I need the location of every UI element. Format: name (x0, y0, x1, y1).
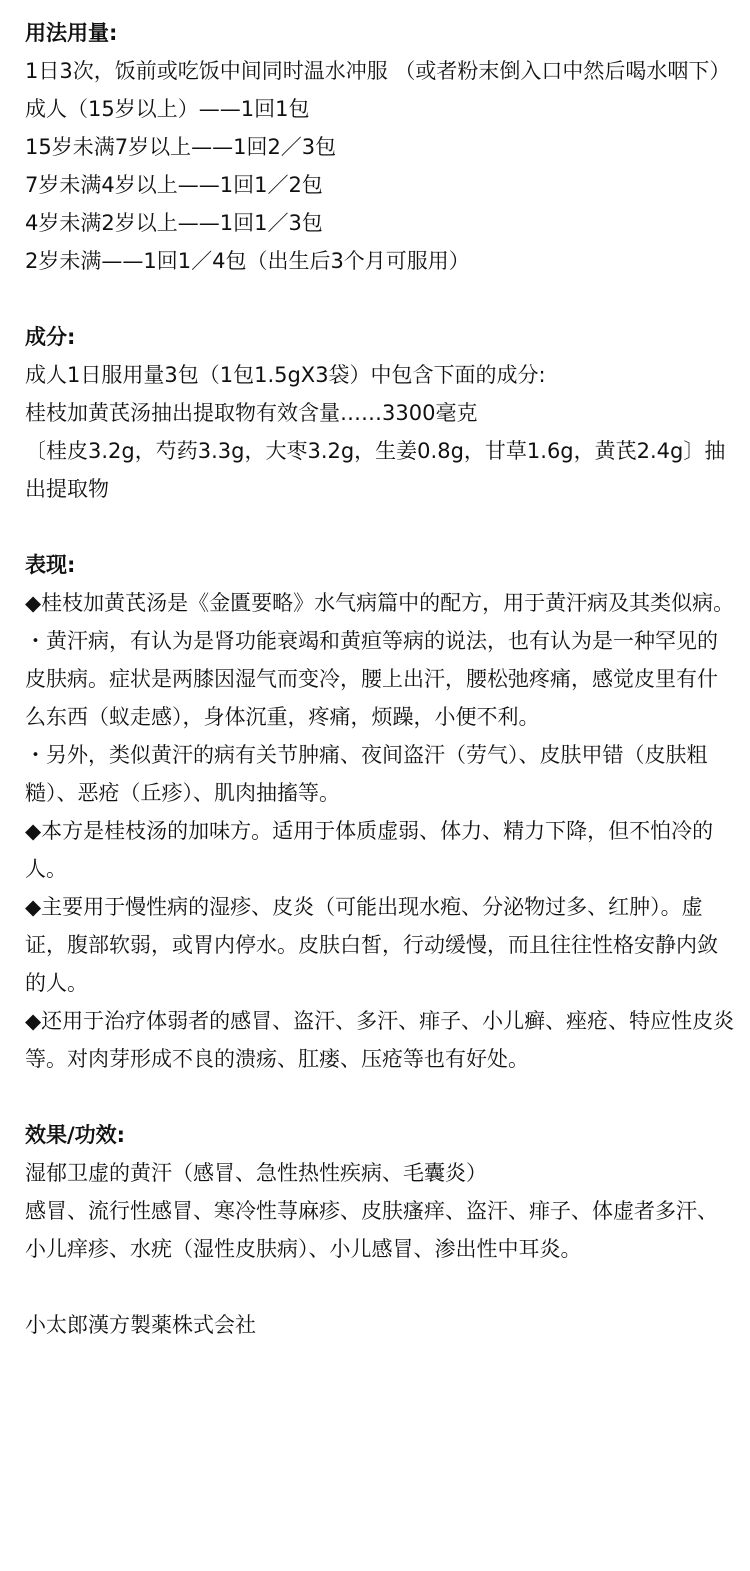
section-heading: 效果/功效: (25, 1123, 126, 1147)
paragraph-line: 成人1日服用量3包（1包1.5gX3袋）中包含下面的成分: (25, 363, 546, 387)
section-heading: 表现: (25, 553, 76, 577)
section-heading: 成分: (25, 325, 76, 349)
paragraph-line: 感冒、流行性感冒、寒冷性荨麻疹、皮肤瘙痒、盗汗、痱子、体虚者多汗、小儿痒疹、水疣（湿性皮肤病）、小儿感冒、渗出性中耳炎。 (25, 1199, 718, 1261)
paragraph-line: 15岁未满7岁以上——1回2／3包 (25, 135, 337, 159)
paragraph-line: ◆还用于治疗体弱者的感冒、盗汗、多汗、痱子、小儿癣、痤疮、特应性皮炎等。对肉芽形成不良的溃疡、肛瘘、压疮等也有好处。 (25, 1009, 735, 1071)
section-usage (25, 14, 738, 280)
paragraph-line: 7岁未满4岁以上——1回1／2包 (25, 173, 323, 197)
section-ingredients (25, 318, 738, 508)
paragraph-line: 2岁未满——1回1／4包（出生后3个月可服用） (25, 249, 470, 273)
paragraph-line: 〔桂皮3.2g，芍药3.3g，大枣3.2g，生姜0.8g，甘草1.6g，黄芪2.4g〕抽出提取物 (25, 439, 726, 501)
paragraph-line: 桂枝加黄芪汤抽出提取物有效含量……3300毫克 (25, 401, 478, 425)
section-description (25, 546, 738, 1078)
paragraph-line: 1日3次，饭前或吃饭中间同时温水冲服 （或者粉末倒入口中然后喝水咽下） (25, 59, 731, 83)
paragraph-line: 成人（15岁以上）——1回1包 (25, 97, 310, 121)
paragraph-line: ・另外，类似黄汗的病有关节肿痛、夜间盗汗（劳气）、皮肤甲错（皮肤粗糙）、恶疮（丘疹）、肌肉抽搐等。 (25, 743, 708, 805)
section-effects (25, 1116, 738, 1268)
paragraph-line: 湿郁卫虚的黄汗（感冒、急性热性疾病、毛囊炎） (25, 1161, 487, 1185)
paragraph-line: ◆桂枝加黄芪汤是《金匱要略》水气病篇中的配方，用于黄汗病及其类似病。 (25, 591, 735, 615)
company-name: 小太郎漢方製薬株式会社 (25, 1313, 256, 1337)
paragraph-line: 4岁未满2岁以上——1回1／3包 (25, 211, 323, 235)
paragraph-line: ◆主要用于慢性病的湿疹、皮炎（可能出现水疱、分泌物过多、红肿）。虚证，腹部软弱，或胃内停水。皮肤白皙，行动缓慢，而且往往性格安静内敛的人。 (25, 895, 718, 995)
paragraph-line: ・黄汗病，有认为是肾功能衰竭和黄疸等病的说法，也有认为是一种罕见的皮肤病。症状是两膝因湿气而变冷，腰上出汗，腰松弛疼痛，感觉皮里有什么东西（蚁走感），身体沉重，疼痛，烦躁，小便不利。 (25, 629, 718, 729)
section-heading: 用法用量: (25, 21, 118, 45)
paragraph-line: ◆本方是桂枝汤的加味方。适用于体质虚弱、体力、精力下降，但不怕冷的人。 (25, 819, 714, 881)
